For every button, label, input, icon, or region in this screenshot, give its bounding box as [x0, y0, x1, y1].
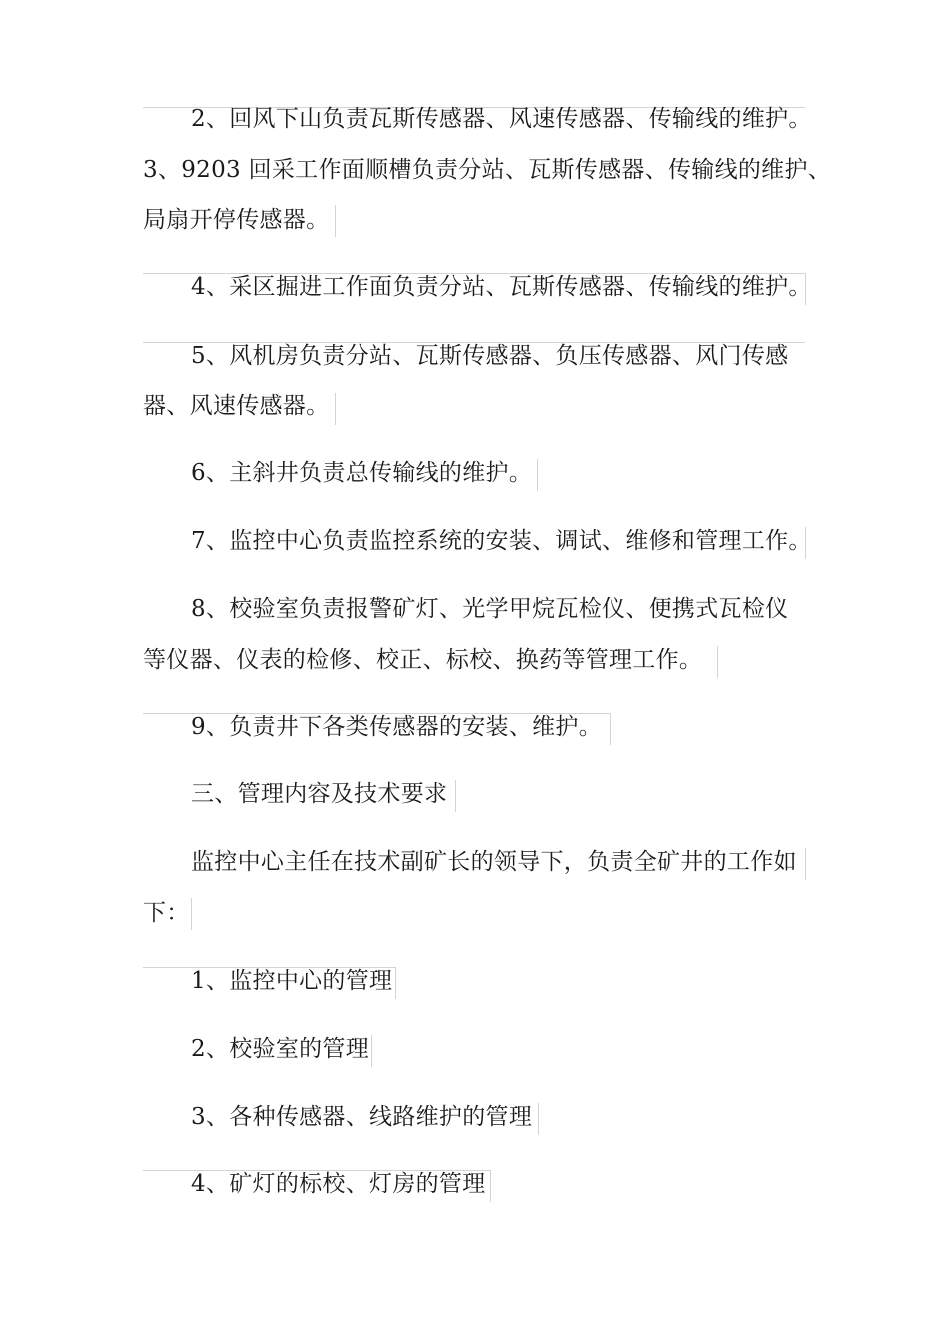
text-line: 监控中心主任在技术副矿长的领导下，负责全矿井的工作如: [191, 849, 797, 875]
text-line: 器、风速传感器。: [143, 393, 330, 419]
guide-line: [717, 646, 718, 678]
text-line: 2、校验室的管理: [191, 1036, 370, 1062]
text-line: 6、主斜井负责总传输线的维护。: [191, 460, 533, 486]
guide-line: [335, 393, 336, 425]
guide-line: [537, 459, 538, 491]
guide-line: [335, 205, 336, 237]
text-line: 8、校验室负责报警矿灯、光学甲烷瓦检仪、便携式瓦检仪: [191, 596, 789, 622]
guide-line: [455, 780, 456, 812]
text-line: 9、负责井下各类传感器的安装、维护。: [191, 714, 603, 740]
text-line: 3、各种传感器、线路维护的管理: [191, 1104, 533, 1130]
text-line: 等仪器、仪表的检修、校正、标校、换药等管理工作。: [143, 647, 703, 673]
text-line: 局扇开停传感器。: [143, 207, 330, 233]
text-line: 2、回风下山负责瓦斯传感器、风速传感器、传输线的维护。: [191, 106, 812, 132]
text-line: 4、矿灯的标校、灯房的管理: [191, 1171, 486, 1197]
guide-line: [610, 713, 611, 745]
guide-line: [371, 1035, 372, 1067]
guide-line: [805, 848, 806, 880]
text-line: 4、采区掘进工作面负责分站、瓦斯传感器、传输线的维护。: [191, 274, 812, 300]
text-line: 5、风机房负责分站、瓦斯传感器、负压传感器、风门传感: [191, 343, 789, 369]
guide-line: [538, 1103, 539, 1135]
guide-line: [191, 898, 192, 930]
guide-line: [395, 967, 396, 999]
text-line: 1、监控中心的管理: [191, 968, 393, 994]
text-line: 3、9203 回采工作面顺槽负责分站、瓦斯传感器、传输线的维护、: [143, 157, 832, 183]
text-line: 7、监控中心负责监控系统的安装、调试、维修和管理工作。: [191, 528, 812, 554]
section-heading: 三、管理内容及技术要求: [191, 781, 448, 807]
text-line: 下：: [143, 900, 190, 926]
guide-line: [490, 1170, 491, 1202]
